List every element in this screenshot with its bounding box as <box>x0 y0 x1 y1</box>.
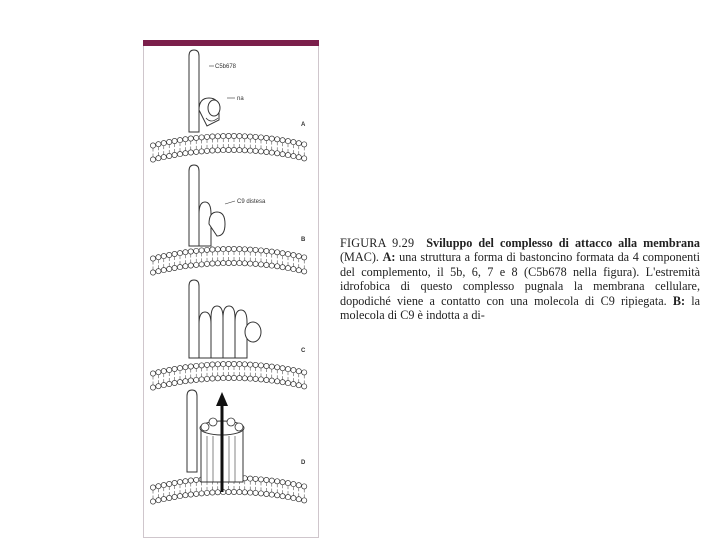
caption-body-a: una struttura a forma di bastoncino formata da 4 componenti del complemento, il 5b, 6, 7 e 8 (C5b678 nella figura). L'estremità idrofobica di questo complesso pugnala la membrana cellulare, dopodiché viene a contatto con una molecola di C9 ripiegata. <box>340 250 701 308</box>
figure-caption <box>340 236 700 322</box>
caption-abbr: (MAC). <box>340 250 379 265</box>
stage-a-complex <box>189 50 235 132</box>
panel-letter-a: A <box>301 122 306 128</box>
caption-title: Sviluppo del complesso di attacco alla membrana <box>426 236 701 250</box>
stage-d-complex <box>187 390 244 492</box>
stage-c-complex <box>189 280 261 358</box>
label-c5b678: C5b678 <box>215 64 237 70</box>
lipid-bilayer-a <box>150 133 306 162</box>
caption-body-b: la molecola di C9 è indotta a di- <box>340 293 701 323</box>
caption-a-marker: A: <box>382 250 396 265</box>
caption-figure-label: FIGURA 9.29 <box>340 236 415 250</box>
lipid-bilayer-c <box>150 361 306 390</box>
panel-letter-b: B <box>301 237 306 243</box>
panel-letter-c: C <box>301 348 306 354</box>
stage-b-complex <box>189 165 235 246</box>
lipid-bilayer-b <box>150 246 306 275</box>
label-c9: C9 distesa <box>237 199 266 205</box>
panel-letter-d: D <box>301 460 306 466</box>
label-na: na <box>237 96 244 102</box>
mac-formation-illustration <box>143 46 319 538</box>
caption-b-marker: B: <box>672 293 686 308</box>
